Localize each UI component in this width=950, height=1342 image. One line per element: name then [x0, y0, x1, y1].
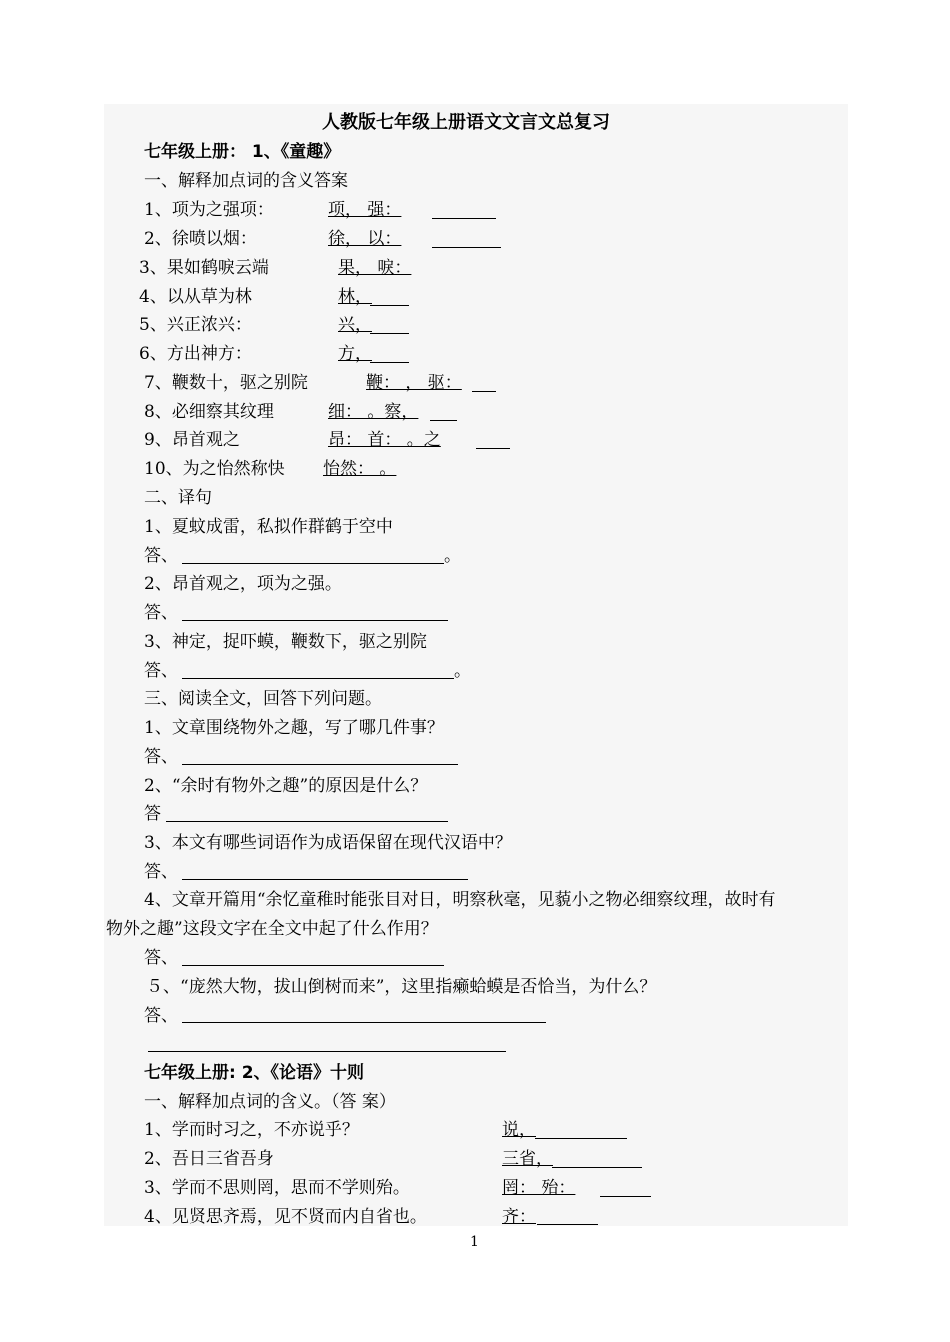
answer-line: [182, 965, 444, 966]
item-answer-blank: 三省，: [502, 1149, 553, 1169]
answer-line: [182, 764, 458, 765]
answer-line: [600, 1196, 651, 1197]
answer-line: [182, 879, 468, 880]
item-question: 9、昂首观之: [144, 430, 240, 450]
reading-question: 2、“余时有物外之趣”的原因是什么？: [144, 776, 428, 796]
reading-question-4-line1: 4、文章开篇用“余忆童稚时能张目对日，明察秋毫，见藐小之物必细察纹理，故时有: [144, 890, 776, 910]
item-answer-blank: 齐：: [502, 1207, 536, 1227]
item-answer-blank: 怡然： 。: [323, 459, 397, 479]
answer-line: [370, 362, 409, 363]
item-question: 8、必细察其纹理: [144, 402, 274, 422]
section1-heading: 七年级上册： 1、《童趣》: [144, 142, 341, 162]
answer-label: 答、: [144, 747, 178, 767]
item-answer-blank: 兴，: [338, 315, 372, 335]
item-answer-blank: 细： 。察，: [328, 402, 419, 422]
answer-line: [476, 448, 510, 449]
item-question: 4、以从草为林: [139, 287, 252, 307]
answer-label: 答、: [144, 1006, 178, 1026]
answer-line: [148, 1051, 506, 1052]
item-answer-blank: 说，: [502, 1120, 536, 1140]
section1-part3-title: 三、阅读全文，回答下列问题。: [144, 689, 382, 709]
item-question: 3、果如鹤唳云端: [139, 258, 269, 278]
reading-question: 1、文章围绕物外之趣，写了哪几件事？: [144, 718, 444, 738]
section2-heading: 七年级上册: 2、《论语》十则: [144, 1063, 365, 1083]
answer-label: 答、: [144, 661, 178, 681]
answer-line: [432, 247, 501, 248]
answer-line: [370, 305, 409, 306]
answer-label: 答、: [144, 862, 178, 882]
answer-line: [537, 1224, 598, 1225]
item-question: 3、学而不思则罔，思而不学则殆。: [144, 1178, 410, 1198]
item-answer-blank: 方，: [338, 344, 372, 364]
section2-part1-title: 一、解释加点词的含义。（答 案）: [144, 1092, 396, 1112]
answer-line: [182, 678, 454, 679]
answer-label: 答、: [144, 603, 178, 623]
answer-line: [182, 1022, 546, 1023]
answer-line: [535, 1138, 627, 1139]
section1-part2-title: 二、译句: [144, 488, 212, 508]
document-title: 人教版七年级上册语文文言文总复习: [322, 112, 610, 133]
item-question: 2、吾日三省吾身: [144, 1149, 274, 1169]
reading-question-5: ５、“庞然大物，拔山倒树而来”，这里指癞蛤蟆是否恰当，为什么？: [146, 977, 657, 997]
item-answer-blank: 徐， 以：: [328, 229, 402, 249]
reading-question-4-line2: 物外之趣”这段文字在全文中起了什么作用？: [106, 919, 438, 939]
answer-end-mark: 。: [454, 661, 471, 681]
answer-line: [432, 218, 496, 219]
item-answer-blank: 鞭： ， 驱：: [366, 373, 462, 393]
translate-question: 2、昂首观之，项为之强。: [144, 574, 342, 594]
item-question: 1、项为之强项：: [144, 200, 274, 220]
answer-line: [182, 563, 444, 564]
answer-label: 答、: [144, 546, 178, 566]
answer-line: [430, 420, 457, 421]
section1-part1-title: 一、解释加点词的含义答案: [144, 171, 348, 191]
item-answer-blank: 昂： 首： 。之: [328, 430, 441, 450]
answer-label: 答、: [144, 948, 178, 968]
item-answer-blank: 果， 唳：: [338, 258, 412, 278]
item-answer-blank: 罔： 殆：: [502, 1178, 576, 1198]
answer-label: 答: [144, 804, 161, 824]
item-question: 2、徐喷以烟：: [144, 229, 257, 249]
item-answer-blank: 项， 强：: [328, 200, 402, 220]
answer-end-mark: 。: [444, 546, 461, 566]
translate-question: 3、神定，捉吓蟆，鞭数下，驱之别院: [144, 632, 427, 652]
answer-line: [370, 333, 409, 334]
item-question: 6、方出神方：: [139, 344, 252, 364]
answer-line: [166, 821, 448, 822]
answer-line: [552, 1167, 642, 1168]
item-question: 4、见贤思齐焉，见不贤而内自省也。: [144, 1207, 427, 1227]
item-question: 10、为之怡然称快: [144, 459, 285, 479]
item-question: 5、兴正浓兴：: [139, 315, 252, 335]
item-question: 1、学而时习之，不亦说乎？: [144, 1120, 359, 1140]
item-question: 7、鞭数十，驱之别院: [144, 373, 308, 393]
answer-line: [182, 620, 448, 621]
reading-question: 3、本文有哪些词语作为成语保留在现代汉语中？: [144, 833, 512, 853]
answer-line: [472, 391, 496, 392]
translate-question: 1、夏蚊成雷，私拟作群鹤于空中: [144, 517, 393, 537]
page-number: 1: [470, 1234, 479, 1250]
item-answer-blank: 林，: [338, 287, 372, 307]
